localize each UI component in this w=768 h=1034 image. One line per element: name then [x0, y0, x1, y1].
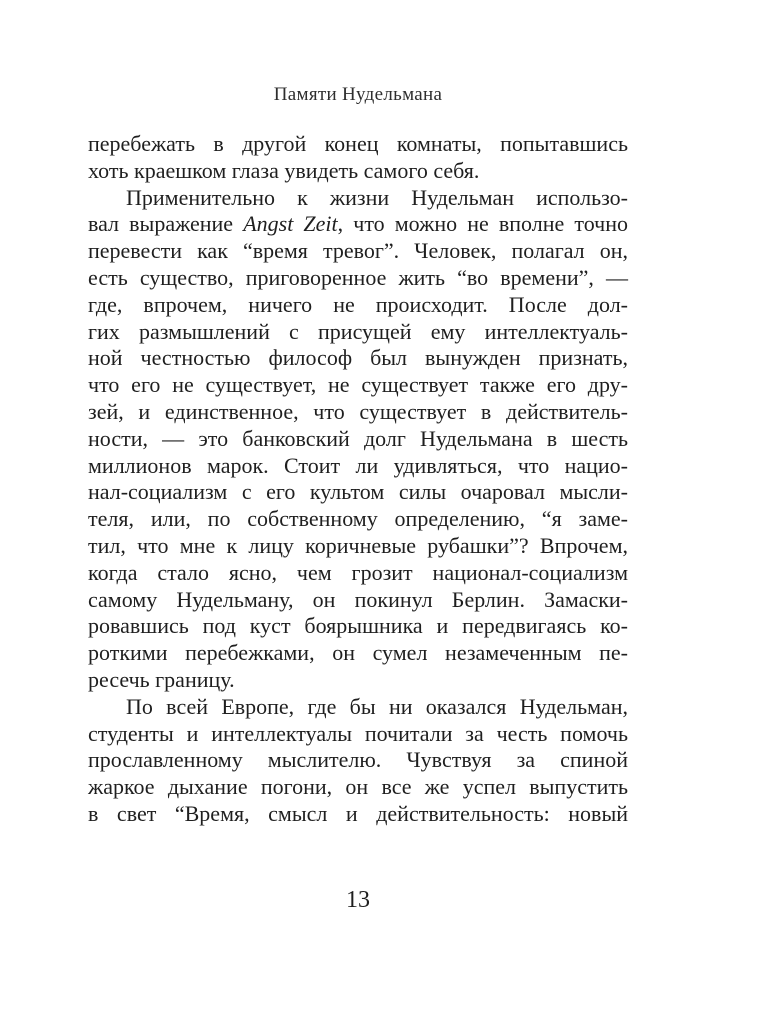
- paragraph: [88, 131, 628, 185]
- text-line: в свет “Время, смысл и действительность: новый: [88, 800, 628, 826]
- text-line: ности, — это банковский долг Нудельмана в шесть: [88, 425, 628, 451]
- text-line: прославленному мыслителю. Чувствуя за спиной: [88, 747, 628, 773]
- text-line: хоть краешком глаза увидеть самого себя.: [88, 157, 480, 183]
- text-line: где, впрочем, ничего не происходит. После дол-: [88, 291, 628, 317]
- text-line: По всей Европе, где бы ни оказался Нудельман,: [126, 693, 628, 719]
- text-line: тил, что мне к лицу коричневые рубашки”? Впрочем,: [88, 532, 628, 558]
- paragraph: [88, 694, 628, 828]
- text-line: ной честностью философ был вынужден признать,: [88, 345, 628, 371]
- text-line: нал-социализм с его культом силы очаровал мысли-: [88, 479, 628, 505]
- running-header: Памяти Нудельмана: [273, 84, 443, 105]
- text-line: когда стало ясно, чем грозит национал-социализм: [88, 559, 628, 585]
- text-line: ровавшись под куст боярышника и передвигаясь ко-: [88, 613, 628, 639]
- body-text-block: [88, 131, 628, 828]
- text-line: миллионов марок. Стоит ли удивляться, что нацио-: [88, 452, 628, 478]
- text-line: самому Нудельману, он покинул Берлин. Замаски-: [88, 586, 628, 612]
- text-line: роткими перебежками, он сумел незамеченным пе-: [88, 640, 628, 666]
- text-line: ресечь границу.: [88, 666, 235, 692]
- text-line: перебежать в другой конец комнаты, попытавшись: [88, 131, 628, 156]
- page-number: 13: [346, 887, 370, 913]
- text-line: что его не существует, не существует также его дру-: [88, 372, 628, 398]
- text-line: жаркое дыхание погони, он все же успел выпустить: [88, 774, 628, 800]
- text-line: перевести как “время тревог”. Человек, полагал он,: [88, 238, 628, 264]
- text-line: студенты и интеллектуалы почитали за честь помочь: [88, 720, 628, 746]
- text-line: гих размышлений с присущей ему интеллектуаль-: [88, 318, 628, 344]
- paragraph: [88, 185, 628, 694]
- text-line: вал выражение Angst Zeit, что можно не вполне точно: [88, 211, 628, 237]
- text-line: есть существо, приговоренное жить “во времени”, —: [88, 264, 628, 290]
- text-line: теля, или, по собственному определению, “я заме-: [88, 506, 628, 532]
- text-line: Применительно к жизни Нудельман использо-: [126, 184, 628, 210]
- text-line: зей, и единственное, что существует в действитель-: [88, 398, 628, 424]
